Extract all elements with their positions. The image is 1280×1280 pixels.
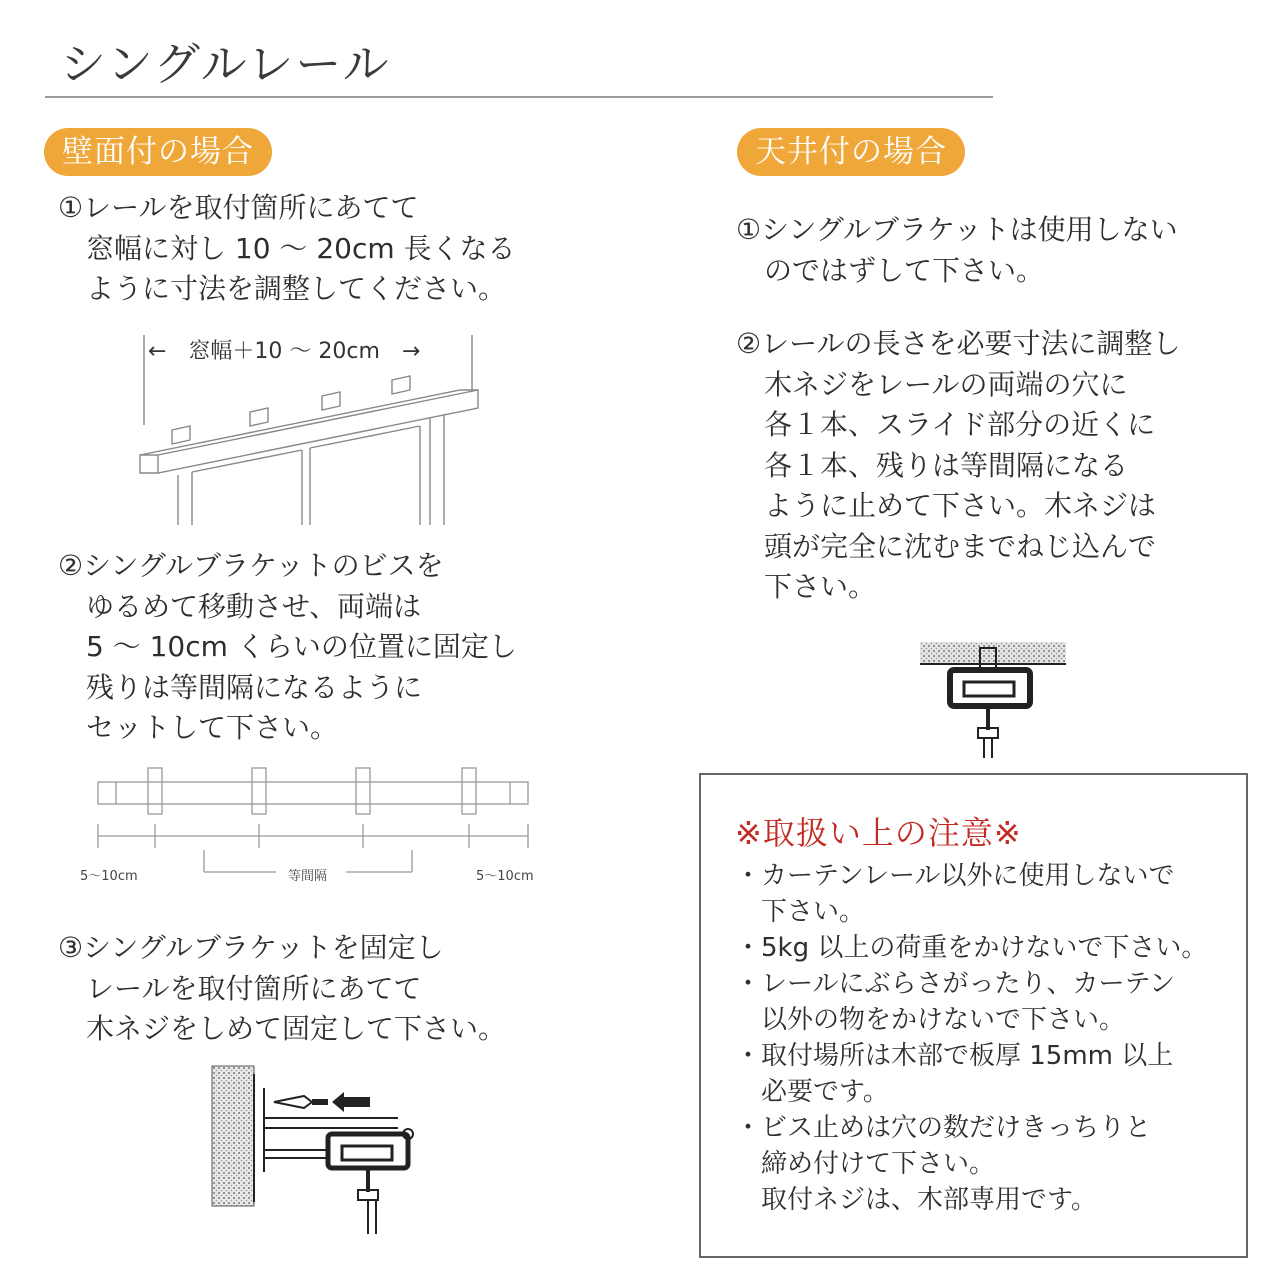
wall-bracket-diagram <box>208 1062 428 1242</box>
wall-step-1: ①レールを取付箇所にあてて 窓幅に対し 10 ～ 20cm 長くなる ように寸法を調整してください。 <box>58 191 516 305</box>
window-width-label: ← 窓幅＋10 ～ 20cm → <box>148 339 421 364</box>
ceiling-rail-diagram <box>918 640 1068 760</box>
equal-spacing-label: 等間隔 <box>288 869 328 884</box>
window-rail-diagram <box>130 330 490 525</box>
wall-step-3: ③シングルブラケットを固定し レールを取付箇所にあてて 木ネジをしめて固定して下さい。 <box>58 931 507 1045</box>
ceiling-step-1: ①シングルブラケットは使用しない のではずして下さい。 <box>736 213 1178 287</box>
ceiling-mount-badge: 天井付の場合 <box>737 128 965 176</box>
wall-step-2: ②シングルブラケットのビスを ゆるめて移動させ、両端は 5 ～ 10cm くらいの位置に固定し 残りは等間隔になるように セットして下さい。 <box>58 549 517 744</box>
edge-spacing-left-label: 5～10cm <box>80 869 138 884</box>
bracket-spacing-diagram <box>96 764 536 854</box>
edge-spacing-right-label: 5～10cm <box>476 869 534 884</box>
wall-mount-badge: 壁面付の場合 <box>44 128 272 176</box>
header-divider <box>45 96 993 98</box>
caution-title: ※取扱い上の注意※ <box>735 814 1022 852</box>
page-title: シングルレール <box>60 37 391 91</box>
caution-list: ・カーテンレール以外に使用しないで 下さい。 ・5kg 以上の荷重をかけないで下さい。 ・レールにぶらさがったり、カーテン 以外の物をかけないで下さい。 ・取付場所は木部で板厚 15mm 以上 必要です。 ・ビス止めは穴の数だけきっちりと 締め付けて下さい。 取付ネジは、木部専用です。 <box>735 861 1208 1215</box>
ceiling-step-2: ②レールの長さを必要寸法に調整し 木ネジをレールの両端の穴に 各１本、スライド部分の近くに 各１本、残りは等間隔になる ように止めて下さい。木ネジは 頭が完全に沈むまでねじ込んで 下さい。 <box>736 327 1181 603</box>
